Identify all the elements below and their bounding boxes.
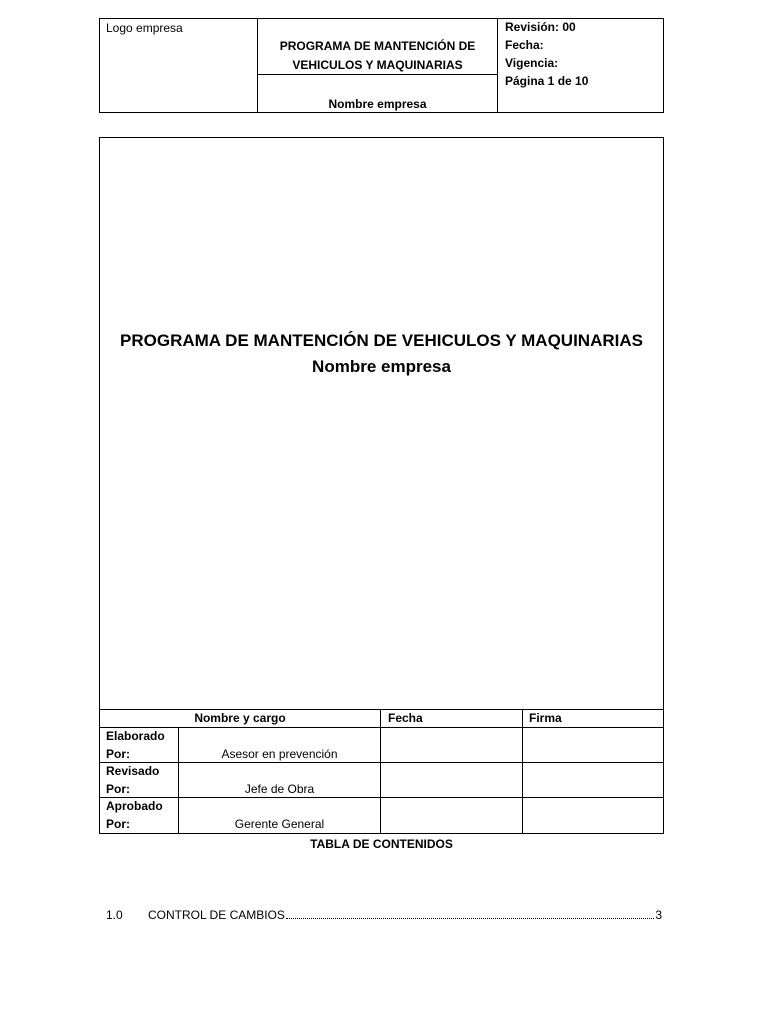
column-header-fecha: Fecha [388,711,423,725]
row-label-line1: Elaborado [106,729,165,743]
header-revision: Revisión: 00 [505,20,576,34]
header-vigencia: Vigencia: [505,56,559,70]
row-label-line1: Aprobado [106,799,163,813]
column-header-firma: Firma [529,711,562,725]
row-name: Gerente General [234,817,325,831]
header-pagina: Página 1 de 10 [505,74,589,88]
header-fecha: Fecha: [505,38,544,52]
toc-entry-page: 3 [655,908,662,922]
cover-company-name: Nombre empresa [312,357,451,376]
toc-entry-title: CONTROL DE CAMBIOS [148,908,285,922]
row-label-line1: Revisado [106,764,160,778]
header-title-line1: PROGRAMA DE MANTENCIÓN DE [279,39,476,53]
cover-title: PROGRAMA DE MANTENCIÓN DE VEHICULOS Y MAQUINARIAS [120,331,643,350]
row-name: Asesor en prevención [221,747,338,761]
header-title-line2: VEHICULOS Y MAQUINARIAS [292,58,463,72]
row-label-line2: Por: [106,747,130,761]
row-label-line2: Por: [106,817,130,831]
toc-entry[interactable] [106,908,662,926]
toc-entry-number: 1.0 [106,908,123,922]
logo-placeholder: Logo empresa [106,21,183,35]
column-header-nombre: Nombre y cargo [194,711,286,725]
toc-heading: TABLA DE CONTENIDOS [310,837,453,851]
header-company-name: Nombre empresa [328,97,427,111]
toc-leader-dots [286,918,654,919]
row-label-line2: Por: [106,782,130,796]
row-name: Jefe de Obra [244,782,315,796]
